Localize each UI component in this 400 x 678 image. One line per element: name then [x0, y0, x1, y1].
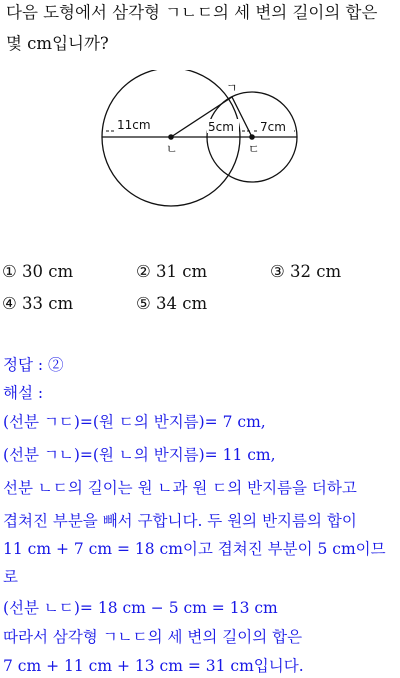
- label-ㄱ: ㄱ: [226, 81, 238, 95]
- solution-line: 따라서 삼각형 ㄱㄴㄷ의 세 변의 길이의 합은: [3, 628, 303, 646]
- center-ㄷ: [249, 134, 255, 140]
- choice-2[interactable]: ② 31 cm: [136, 262, 208, 281]
- solution-line: (선분 ㄱㄷ)=(원 ㄷ의 반지름)= 7 cm,: [3, 413, 266, 431]
- label-11cm: 11cm: [117, 118, 151, 132]
- answer-line: 정답 : ②: [3, 356, 64, 374]
- choice-3[interactable]: ③ 32 cm: [270, 262, 342, 281]
- center-ㄴ: [168, 134, 174, 140]
- solution-line: 11 cm + 7 cm = 18 cm이고 겹쳐진 부분이 5 cm이므: [3, 540, 386, 558]
- solution-line: (선분 ㄱㄴ)=(원 ㄴ의 반지름)= 11 cm,: [3, 446, 276, 464]
- choice-4[interactable]: ④ 33 cm: [2, 294, 74, 313]
- solution-line: 7 cm + 11 cm + 13 cm = 31 cm입니다.: [3, 657, 304, 675]
- question-line-1: 다음 도형에서 삼각형 ㄱㄴㄷ의 세 변의 길이의 합은: [6, 3, 378, 22]
- choice-1[interactable]: ① 30 cm: [2, 262, 74, 281]
- label-ㄷ: ㄷ: [248, 142, 260, 156]
- choice-5[interactable]: ⑤ 34 cm: [136, 294, 208, 313]
- solution-line: (선분 ㄴㄷ)= 18 cm − 5 cm = 13 cm: [3, 599, 278, 617]
- solution-line: 겹쳐진 부분을 빼서 구합니다. 두 원의 반지름의 합이: [3, 512, 357, 530]
- solution-line: 로: [3, 568, 18, 586]
- label-5cm: 5cm: [208, 120, 234, 134]
- label-ㄴ: ㄴ: [166, 142, 178, 156]
- solution-heading: 해설 :: [3, 384, 44, 402]
- solution-line: 선분 ㄴㄷ의 길이는 원 ㄴ과 원 ㄷ의 반지름을 더하고: [3, 479, 357, 497]
- question-line-2: 몇 cm입니까?: [6, 34, 109, 53]
- two-circles-figure: [98, 70, 308, 216]
- label-7cm: 7cm: [260, 120, 286, 134]
